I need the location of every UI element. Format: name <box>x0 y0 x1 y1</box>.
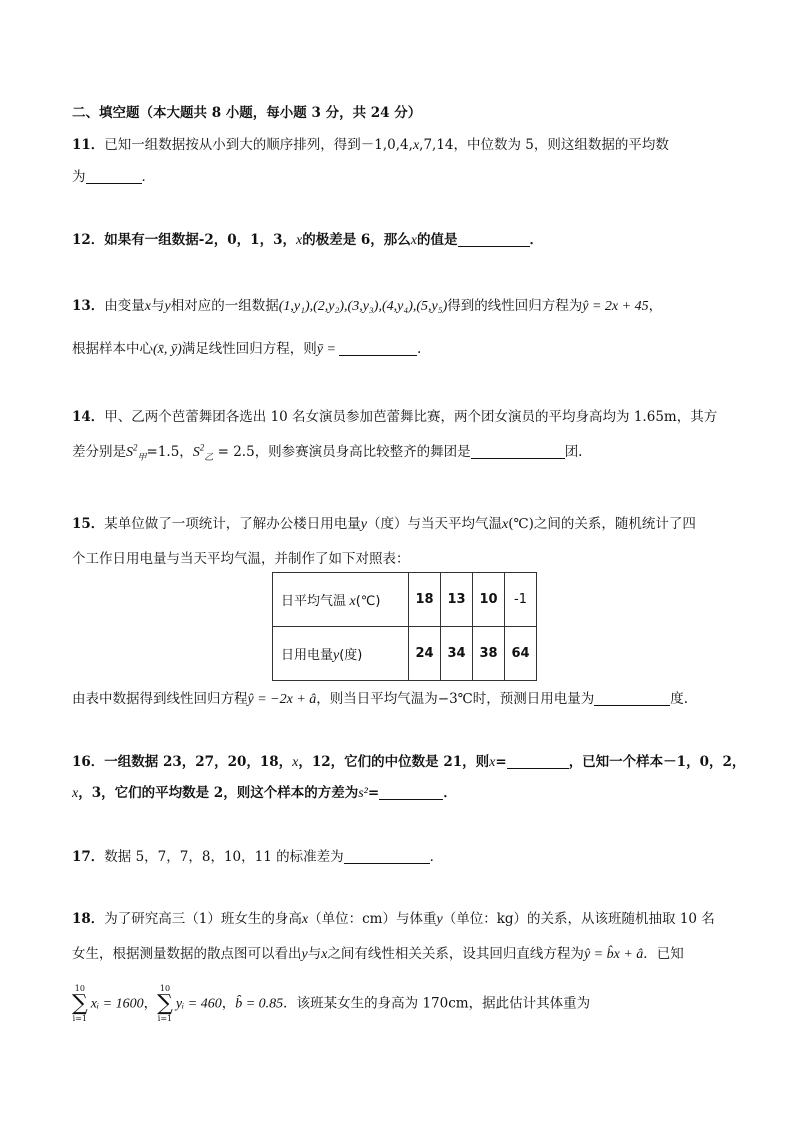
table-cell: 64 <box>505 627 537 681</box>
regression-equation: ŷ = −2x + â <box>247 692 317 707</box>
question-text: 与 <box>151 298 165 314</box>
data-points: (1,y₁),(2,y₂),(3,y₃),(4,y₄),(5,y₅) <box>278 299 448 314</box>
question-text: 甲、乙两个芭蕾舞团各选出 10 名女演员参加芭蕾舞比赛，两个团女演员的平均身高均为 1.65m，其方 <box>104 409 718 425</box>
question-17-line-1 <box>72 845 443 865</box>
sum-symbol: 10 ∑ i=1 <box>72 984 88 1023</box>
table-cell: 10 <box>473 573 505 627</box>
unit-celsius: (℃) <box>508 516 534 532</box>
question-text: ． <box>429 849 444 865</box>
section-title: 二、填空题（本大题共 8 小题，每小题 3 分，共 24 分） <box>72 105 422 121</box>
answer-blank[interactable] <box>379 785 443 800</box>
question-text: ，则参赛演员身高比较整齐的舞团是 <box>254 444 471 460</box>
question-text: 一组数据 23，27，20，18， <box>104 754 293 770</box>
question-13-line-2 <box>72 337 421 358</box>
question-text: 相对应的一组数据 <box>170 298 279 314</box>
question-text: 之间有线性相关关系，设其回归直线方程为 <box>327 946 584 962</box>
question-text: 团. <box>564 444 583 460</box>
variable-x: x <box>72 786 79 801</box>
question-number: 18． <box>72 911 105 927</box>
question-text: ，12，它们的中位数是 21，则 <box>298 754 490 770</box>
question-16-line-2 <box>72 781 457 802</box>
question-text: 与 <box>307 946 322 962</box>
question-text: 女生，根据测量数据的散点图可以看出 <box>72 946 302 962</box>
question-text: 根据样本中心 <box>72 341 153 357</box>
variable-x: x <box>321 947 328 962</box>
question-text: 个工作日用电量与当天平均气温，并制作了如下对照表： <box>72 551 410 567</box>
regression-equation: ŷ = b̂x + â <box>583 947 644 962</box>
table-cell: 13 <box>441 573 473 627</box>
question-text: ． <box>529 232 544 248</box>
variable-y: y <box>301 947 308 962</box>
question-text: 数据 5，7，7，8，10，11 的标准差为 <box>104 849 344 865</box>
variance-symbol: s² <box>358 786 368 801</box>
question-14-line-2 <box>72 440 582 463</box>
question-text: 之间的关系，随机统计了四 <box>533 516 696 532</box>
question-text: 为 <box>72 169 86 185</box>
question-text: ,7,14，中位数为 5，则这组数据的平均数 <box>419 137 669 153</box>
question-text: 的极差是 6，那么 <box>302 232 411 248</box>
answer-blank[interactable] <box>507 754 569 769</box>
y-bar: ȳ = <box>316 342 336 357</box>
variable-x: x <box>295 233 303 248</box>
question-number: 15． <box>72 516 105 532</box>
slope-value: b̂ = 0.85 <box>235 996 284 1012</box>
answer-blank[interactable] <box>594 691 670 706</box>
variable-x: x <box>144 299 152 314</box>
sum-symbol: 10 ∑ i=1 <box>157 984 173 1023</box>
variable-x: x <box>301 912 309 927</box>
variable-x: x <box>489 755 496 770</box>
table-row-label: 日平均气温 x(℃) <box>273 573 409 627</box>
variance-yi-value: = 2.5 <box>213 444 255 460</box>
table-row <box>273 627 537 681</box>
regression-equation: ŷ = 2x + 45 <box>582 299 649 314</box>
answer-blank[interactable] <box>339 341 417 356</box>
question-text: 为了研究高三（1）班女生的身高 <box>104 911 302 927</box>
question-number: 16． <box>72 754 105 770</box>
answer-blank[interactable] <box>344 849 430 864</box>
table-cell: 18 <box>409 573 441 627</box>
variance-yi: $S^2_乙$ <box>192 442 214 462</box>
question-text: ，则当日平均气温为 <box>316 691 438 707</box>
variable-x: x <box>410 233 418 248</box>
question-text: = <box>367 785 380 801</box>
question-18-line-3 <box>72 984 590 1024</box>
question-text: ，3，它们的平均数是 2，则这个样本的方差为 <box>78 785 359 801</box>
table-cell: -1 <box>505 573 537 627</box>
question-number: 13． <box>72 298 105 314</box>
table-cell: 34 <box>441 627 473 681</box>
question-text: 满足线性回归方程，则 <box>181 341 317 357</box>
table-cell: 24 <box>409 627 441 681</box>
question-text: 度. <box>670 691 689 707</box>
answer-blank[interactable] <box>458 232 530 247</box>
variable-y: y <box>360 517 368 532</box>
variance-jia: $S^2_甲$ <box>126 442 147 462</box>
question-number: 14． <box>72 409 105 425</box>
question-text: 某单位做了一项统计，了解办公楼日用电量 <box>104 516 361 532</box>
question-number: 17． <box>72 849 105 865</box>
question-15-line-3 <box>72 687 688 708</box>
variable-x: x <box>412 138 420 153</box>
question-18-line-2 <box>72 942 684 963</box>
variable-x: x <box>292 755 299 770</box>
question-text: ， <box>143 995 158 1012</box>
question-text: 由变量 <box>104 298 145 314</box>
data-table <box>272 572 537 681</box>
question-text: 已知一组数据按从小到大的顺序排列，得到－1,0,4, <box>104 137 413 153</box>
sample-center: (x̄, ȳ) <box>153 342 182 357</box>
sum-x: xᵢ = 1600 <box>90 996 144 1012</box>
variable-y: y <box>164 299 171 314</box>
sum-y: yᵢ = 460 <box>175 996 222 1012</box>
variance-jia-value: =1.5 <box>146 444 180 460</box>
question-number: 11． <box>72 137 105 153</box>
question-text: ， <box>221 995 236 1012</box>
question-text: 由表中数据得到线性回归方程 <box>72 691 248 707</box>
question-text: . <box>416 341 422 357</box>
question-11-line-1 <box>72 133 669 154</box>
question-text: （单位：kg）的关系，从该班随机抽取 10 名 <box>442 911 715 927</box>
question-12-line-1 <box>72 228 543 249</box>
question-11-line-2 <box>72 165 155 185</box>
table-row-label: 日用电量y(度) <box>273 627 409 681</box>
question-16-line-1 <box>72 750 745 771</box>
question-text: 时，预测日用电量为 <box>472 691 595 707</box>
question-13-line-1 <box>72 294 662 315</box>
question-text: （度）与当天平均气温 <box>367 516 503 532</box>
table-row <box>273 573 537 627</box>
question-text: ， <box>648 298 663 314</box>
question-15-line-1 <box>72 512 696 533</box>
variable-x: x <box>502 517 509 532</box>
temperature: −3℃ <box>437 691 473 707</box>
question-text: ， <box>179 444 193 460</box>
table-cell: 38 <box>473 627 505 681</box>
variable-y: y <box>436 912 443 927</box>
question-15-line-2 <box>72 547 410 567</box>
question-text: 得到的线性回归方程为 <box>447 298 583 314</box>
question-text: = <box>495 754 507 770</box>
question-text: ，已知一个样本－1，0，2， <box>568 754 746 770</box>
question-text: 差分别是 <box>72 444 126 460</box>
answer-blank[interactable] <box>86 169 142 184</box>
question-14-line-1 <box>72 405 717 425</box>
question-number: 12． <box>72 232 105 248</box>
question-text: ．已知 <box>643 946 684 962</box>
question-text: （单位：cm）与体重 <box>308 911 437 927</box>
answer-blank[interactable] <box>471 444 565 459</box>
question-text: 如果有一组数据-2，0，1，3， <box>104 232 296 248</box>
question-text: 的值是 <box>417 232 458 248</box>
question-text: ．该班某女生的身高为 170cm，据此估计其体重为 <box>283 995 591 1012</box>
question-18-line-1 <box>72 907 715 928</box>
question-text: ． <box>443 785 457 801</box>
question-text: ． <box>141 169 155 185</box>
